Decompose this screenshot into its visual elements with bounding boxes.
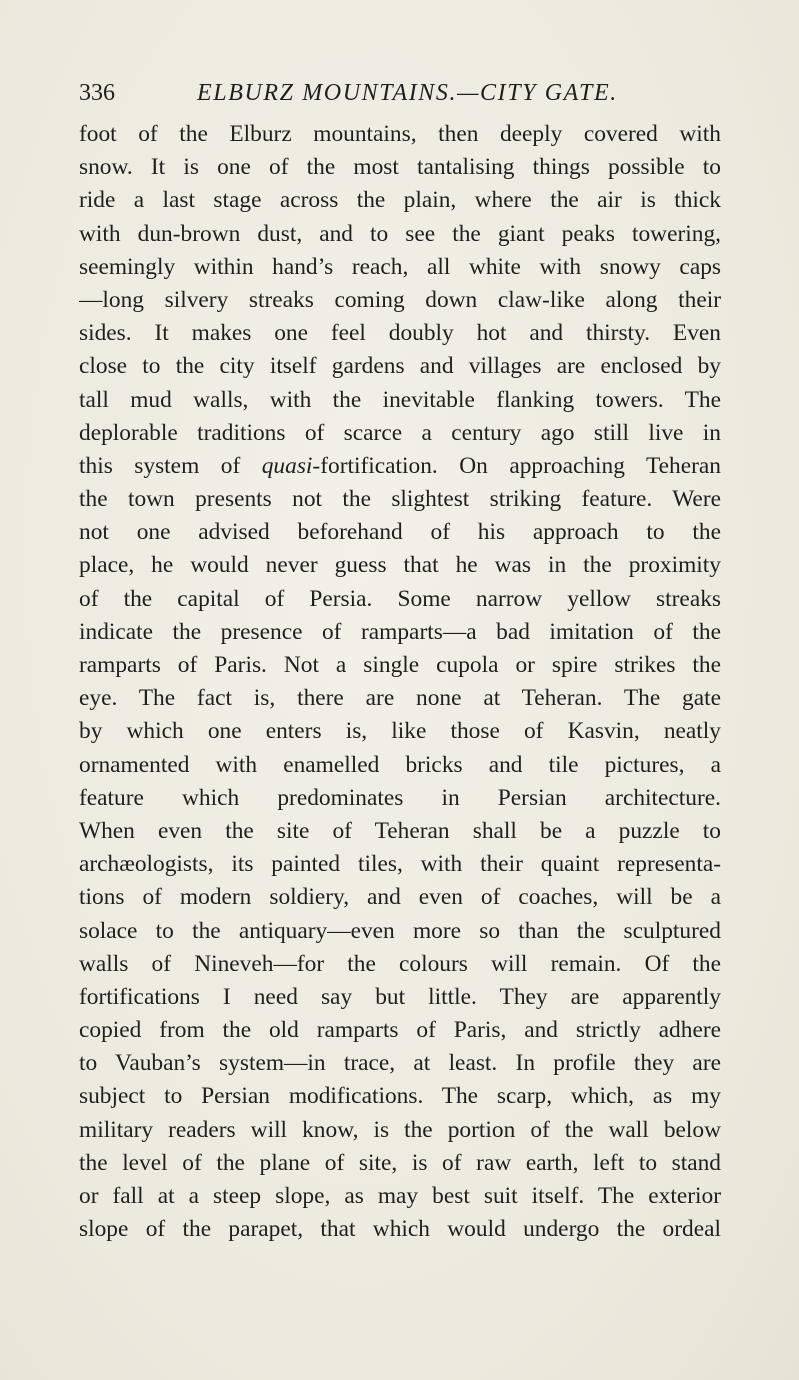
text-line: —long silvery streaks coming down claw-like along their (79, 286, 721, 313)
text-line: of the capital of Persia. Some narrow yellow streaks (79, 585, 721, 612)
running-head (79, 76, 719, 110)
page-number: 336 (79, 80, 115, 106)
text-run: -fortification. On approaching Teheran (312, 452, 721, 479)
text-line: archæologists, its painted tiles, with their quaint representa- (79, 851, 721, 878)
text-line: by which one enters is, like those of Kasvin, neatly (79, 718, 721, 745)
text-line: subject to Persian modifications. The scarp, which, as my (79, 1083, 721, 1110)
text-line: with dun-brown dust, and to see the giant peaks towering, (79, 220, 721, 247)
text-line: seemingly within hand’s reach, all white with snowy caps (79, 253, 721, 280)
text-line: fortifications I need say but little. They are apparently (79, 983, 721, 1010)
text-line: ride a last stage across the plain, where the air is thick (79, 187, 721, 214)
text-line: sides. It makes one feel doubly hot and thirsty. Even (79, 320, 721, 347)
text-line: tions of modern soldiery, and even of coaches, will be a (79, 884, 721, 911)
body-text (79, 118, 721, 1246)
text-line: tall mud walls, with the inevitable flanking towers. The (79, 386, 721, 413)
text-run: this system of (79, 452, 262, 479)
text-line: military readers will know, is the portion of the wall below (79, 1116, 721, 1143)
running-title: ELBURZ MOUNTAINS.—CITY GATE. (197, 80, 618, 106)
text-line: feature which predominates in Persian architecture. (79, 784, 721, 811)
text-line: the town presents not the slightest striking feature. Were (79, 486, 721, 513)
text-line (79, 450, 721, 483)
text-line: eye. The fact is, there are none at Teheran. The gate (79, 685, 721, 712)
text-line: walls of Nineveh—for the colours will remain. Of the (79, 950, 721, 977)
text-line: indicate the presence of ramparts—a bad imitation of the (79, 618, 721, 645)
text-line: to Vauban’s system—in trace, at least. In profile they are (79, 1050, 721, 1077)
text-line: close to the city itself gardens and villages are enclosed by (79, 353, 721, 380)
text-line: deplorable traditions of scarce a century ago still live in (79, 419, 721, 446)
text-line: slope of the parapet, that which would undergo the ordeal (79, 1216, 721, 1243)
italic-word: quasi (261, 452, 313, 479)
text-line: snow. It is one of the most tantalising things possible to (79, 154, 721, 181)
text-line: not one advised beforehand of his approach to the (79, 519, 721, 546)
text-line: solace to the antiquary—even more so than the sculptured (79, 917, 721, 944)
text-line: ornamented with enamelled bricks and tile pictures, a (79, 751, 721, 778)
text-line: When even the site of Teheran shall be a puzzle to (79, 817, 721, 844)
text-line: ramparts of Paris. Not a single cupola or spire strikes the (79, 652, 721, 678)
text-line: the level of the plane of site, is of raw earth, left to stand (79, 1149, 721, 1176)
text-line: copied from the old ramparts of Paris, and strictly adhere (79, 1017, 721, 1044)
text-line: place, he would never guess that he was in the proximity (79, 552, 721, 579)
text-line: foot of the Elburz mountains, then deeply covered with (79, 121, 721, 147)
text-line: or fall at a steep slope, as may best suit itself. The exterior (79, 1183, 721, 1209)
